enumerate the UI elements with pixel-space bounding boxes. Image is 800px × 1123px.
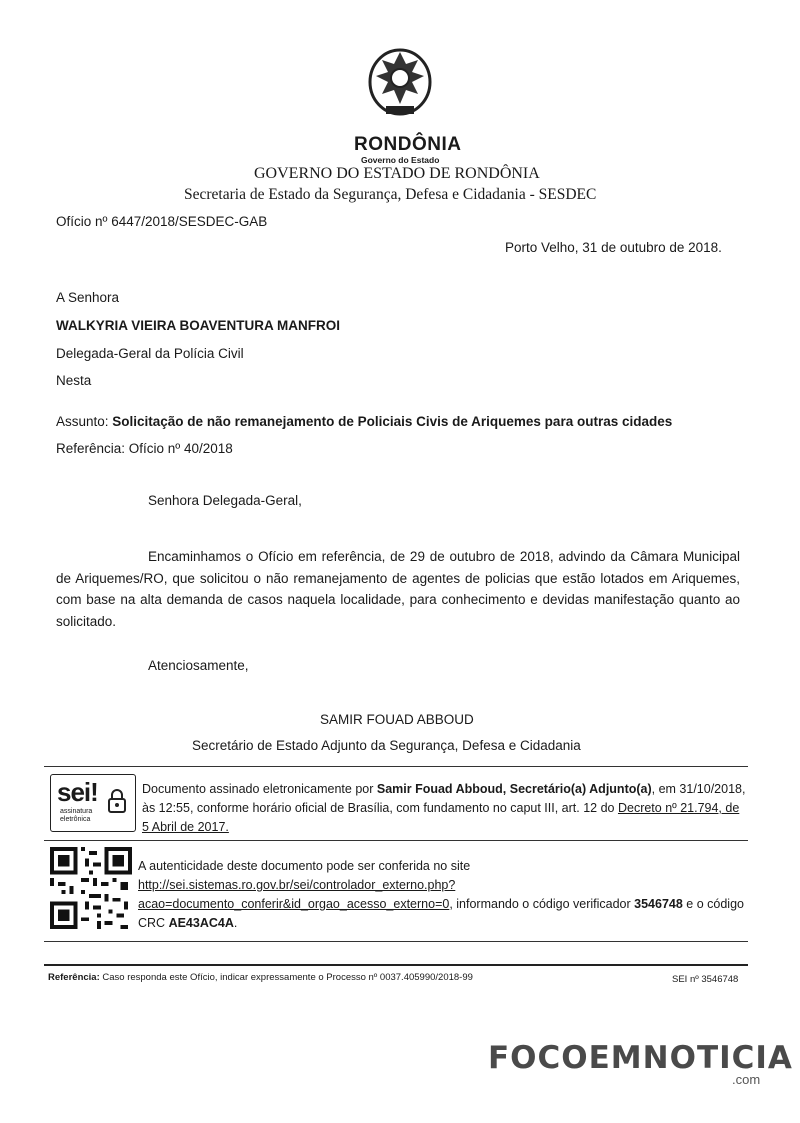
verification-text-a: , informando o código verificador: [449, 897, 635, 911]
footer-divider: [44, 964, 748, 966]
signature-text-a: Documento assinado eletronicamente por: [142, 782, 377, 796]
oficio-number: Ofício nº 6447/2018/SESDEC-GAB: [56, 214, 268, 229]
sei-number: SEI nº 3546748: [672, 974, 739, 985]
divider: [44, 840, 748, 841]
recipient-title: A Senhora: [56, 290, 120, 305]
recipient-place: Nesta: [56, 373, 92, 388]
sei-caption-line1: assinatura: [60, 808, 93, 815]
sei-logo-caption: [60, 808, 92, 824]
crc-code: AE43AC4A: [168, 916, 234, 930]
watermark-brand: FOCOEMNOTICIA: [488, 1040, 793, 1076]
verification-text-b: e o código CRC: [138, 897, 744, 930]
decree-link[interactable]: Decreto nº 21.794, de 5 Abril de 2017.: [142, 801, 740, 834]
signer-name: SAMIR FOUAD ABBOUD: [320, 712, 474, 727]
reference-line: Referência: Ofício nº 40/2018: [56, 441, 233, 456]
footer-reference: [48, 972, 473, 983]
subject-label: Assunto:: [56, 414, 113, 429]
recipient-name: WALKYRIA VIEIRA BOAVENTURA MANFROI: [56, 318, 340, 333]
signature-text: [142, 780, 746, 837]
government-line: GOVERNO DO ESTADO DE RONDÔNIA: [254, 165, 540, 182]
state-name: RONDÔNIA: [354, 134, 462, 155]
verification-text: [138, 857, 746, 933]
footer-reference-text: Caso responda este Ofício, indicar expressamente o Processo nº 0037.405990/2018-99: [99, 972, 473, 983]
state-coat-of-arms-icon: [366, 46, 434, 120]
place-date: Porto Velho, 31 de outubro de 2018.: [505, 240, 722, 255]
footer-reference-label: Referência:: [48, 972, 100, 983]
salutation: Senhora Delegada-Geral,: [148, 493, 302, 508]
verifier-code: 3546748: [634, 897, 683, 911]
signature-text-c: , em 31/10/2018, às 12:55, conforme horário oficial de Brasília, com fundamento no caput III, art. 12 do: [142, 782, 746, 815]
verification-url-part2[interactable]: acao=documento_conferir&id_orgao_acesso_externo=0: [138, 897, 450, 911]
subject-line: [56, 414, 672, 429]
state-subtitle: Governo do Estado: [361, 155, 440, 165]
verification-url-part1[interactable]: http://sei.sistemas.ro.gov.br/sei/controlador_externo.php?: [138, 878, 456, 892]
lock-icon: [107, 787, 127, 815]
subject-text: Solicitação de não remanejamento de Policiais Civis de Ariquemes para outras cidades: [112, 414, 673, 429]
divider: [44, 941, 748, 942]
sei-caption-line2: eletrônica: [60, 816, 91, 823]
signer-signature-name: Samir Fouad Abboud, Secretário(a) Adjunto(a): [376, 782, 652, 796]
watermark-tld: .com: [732, 1072, 761, 1087]
qr-code-icon: [50, 847, 132, 929]
sei-signature-seal: [50, 774, 136, 832]
signer-role: Secretário de Estado Adjunto da Segurança, Defesa e Cidadania: [192, 738, 581, 753]
recipient-role: Delegada-Geral da Polícia Civil: [56, 346, 244, 361]
verification-line1: A autenticidade deste documento pode ser conferida no site: [138, 859, 471, 873]
secretaria-line: Secretaria de Estado da Segurança, Defesa e Cidadania - SESDEC: [184, 186, 597, 203]
divider: [44, 766, 748, 767]
letter-body: Encaminhamos o Ofício em referência, de 29 de outubro de 2018, advindo da Câmara Municipal de Ariquemes/RO, que solicitou o não remanejamento de agentes de policias que estão lotados em Ariquemes, com base na alta demanda de casos naquela localidade, para conhecimento e devidas manifestação quanto ao solicitado.: [56, 549, 740, 629]
verification-text-c: .: [233, 916, 238, 930]
sei-logo-text: sei!: [57, 777, 98, 807]
closing: Atenciosamente,: [148, 658, 249, 673]
